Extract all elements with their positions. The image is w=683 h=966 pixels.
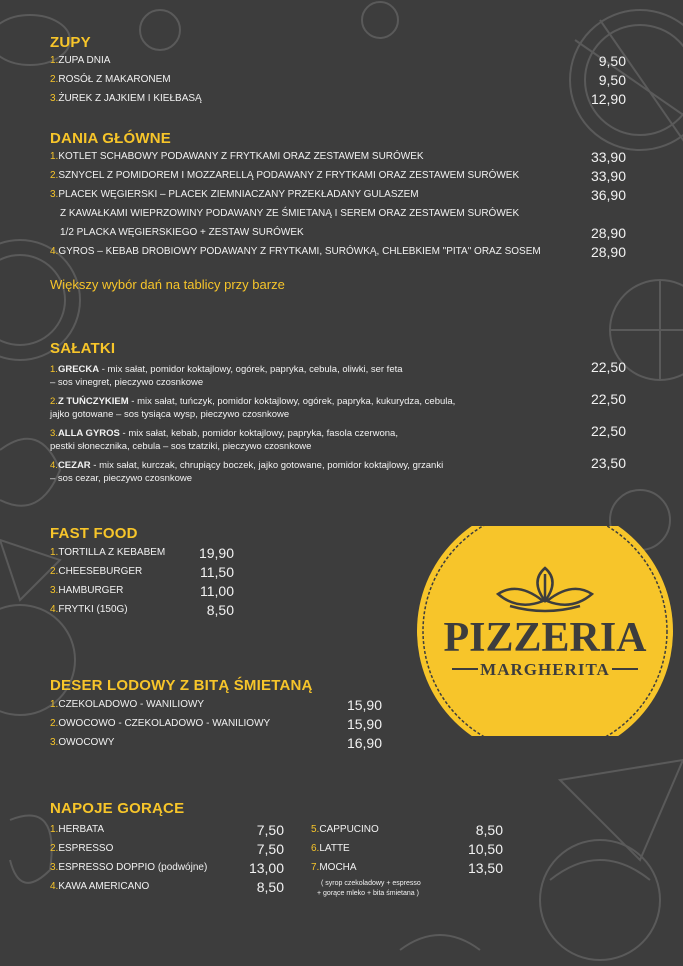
menu-item: 2.ESPRESSO 7,50: [50, 841, 284, 857]
mocha-note: + gorące mleko + bita śmietana ): [317, 890, 419, 897]
section-deser: [50, 677, 382, 756]
salad-item: 1.GRECKA - mix sałat, pomidor koktajlowy, ogórek, papryka, cebula, oliwki, ser feta – sos vinegret, pieczywo czosnkowe 22,50: [50, 359, 626, 388]
section-napoje: [50, 800, 184, 822]
note-text: Większy wybór dań na tablicy przy barze: [50, 277, 285, 292]
section-title: DESER LODOWY Z BITĄ ŚMIETANĄ: [50, 677, 313, 694]
menu-item: 2.OWOCOWO - CZEKOLADOWO - WANILIOWY 15,90: [50, 716, 382, 732]
section-title: NAPOJE GORĄCE: [50, 800, 185, 817]
menu-item: 1.CZEKOLADOWO - WANILIOWY 15,90: [50, 697, 382, 713]
logo-title: PIZZERIA: [443, 615, 647, 661]
menu-item: 3.PLACEK WĘGIERSKI – PLACEK ZIEMNIACZANY PRZEKŁADANY GULASZEM 36,90: [50, 187, 626, 203]
menu-item: 1.ZUPA DNIA 9,50: [50, 53, 626, 69]
menu-item: 3.ESPRESSO DOPPIO (podwójne) 13,00: [50, 860, 284, 876]
menu-item: 5.CAPPUCINO 8,50: [311, 822, 503, 838]
mocha-note: ( syrop czekoladowy + espresso: [321, 880, 421, 887]
menu-item: 4.GYROS – KEBAB DROBIOWY PODAWANY Z FRYTKAMI, SURÓWKĄ, CHLEBKIEM "PITA" ORAZ SOSEM 28,90: [50, 244, 626, 260]
section-title: SAŁATKI: [50, 340, 116, 357]
menu-item-continuation: Z KAWAŁKAMI WIEPRZOWINY PODAWANY ZE ŚMIETANĄ I SEREM ORAZ ZESTAWEM SURÓWEK: [60, 208, 520, 219]
menu-item: 4.FRYTKI (150G) 8,50: [50, 602, 234, 618]
logo-subtitle: MARGHERITA: [480, 660, 610, 679]
napoje-left-column: [50, 824, 284, 900]
salad-item: 3.ALLA GYROS - mix sałat, kebab, pomidor koktajlowy, papryka, fasola czerwona, pestki słonecznika, cebula – sos tzatziki, pieczywo czosnkowe 22,50: [50, 423, 626, 452]
section-title: DANIA GŁÓWNE: [50, 130, 172, 147]
menu-item: 2.SZNYCEL Z POMIDOREM I MOZZARELLĄ PODAWANY Z FRYTKAMI ORAZ ZESTAWEM SURÓWEK 33,90: [50, 168, 626, 184]
section-title: FAST FOOD: [50, 525, 138, 542]
menu-item: 1.TORTILLA Z KEBABEM 19,90: [50, 545, 234, 561]
menu-item: 7.MOCHA 13,50: [311, 860, 503, 876]
section-title: ZUPY: [50, 34, 91, 51]
pizzeria-logo: [400, 526, 683, 736]
menu-item: 2.ROSÓŁ Z MAKARONEM 9,50: [50, 72, 626, 88]
section-dania: [50, 130, 626, 292]
salad-item: 2.Z TUŃCZYKIEM - mix sałat, tuńczyk, pomidor koktajlowy, ogórek, papryka, kukurydza, cebula, jajko gotowane – sos tysiąca wysp, pieczywo czosnkowe 22,50: [50, 391, 626, 420]
menu-item: 1.KOTLET SCHABOWY PODAWANY Z FRYTKAMI ORAZ ZESTAWEM SURÓWEK 33,90: [50, 149, 626, 165]
menu-item: 1/2 PLACKA WĘGIERSKIEGO + ZESTAW SURÓWEK 28,90: [60, 225, 626, 241]
menu-item: 6.LATTE 10,50: [311, 841, 503, 857]
section-salatki: [50, 340, 626, 491]
salad-item: 4.CEZAR - mix sałat, kurczak, chrupiący boczek, jajko gotowane, pomidor koktajlowy, grzanki – sos cezar, pieczywo czosnkowe 23,50: [50, 455, 626, 484]
section-fastfood: [50, 525, 234, 623]
napoje-right-column: [311, 824, 503, 899]
section-zupy: [50, 34, 626, 112]
menu-item: 3.OWOCOWY 16,90: [50, 735, 382, 751]
menu-item: 3.HAMBURGER 11,00: [50, 583, 234, 599]
menu-item: 3.ŻUREK Z JAJKIEM I KIEŁBASĄ 12,90: [50, 91, 626, 107]
menu-item: 2.CHEESEBURGER 11,50: [50, 564, 234, 580]
menu-item: 1.HERBATA 7,50: [50, 822, 284, 838]
menu-item: 4.KAWA AMERICANO 8,50: [50, 879, 284, 895]
